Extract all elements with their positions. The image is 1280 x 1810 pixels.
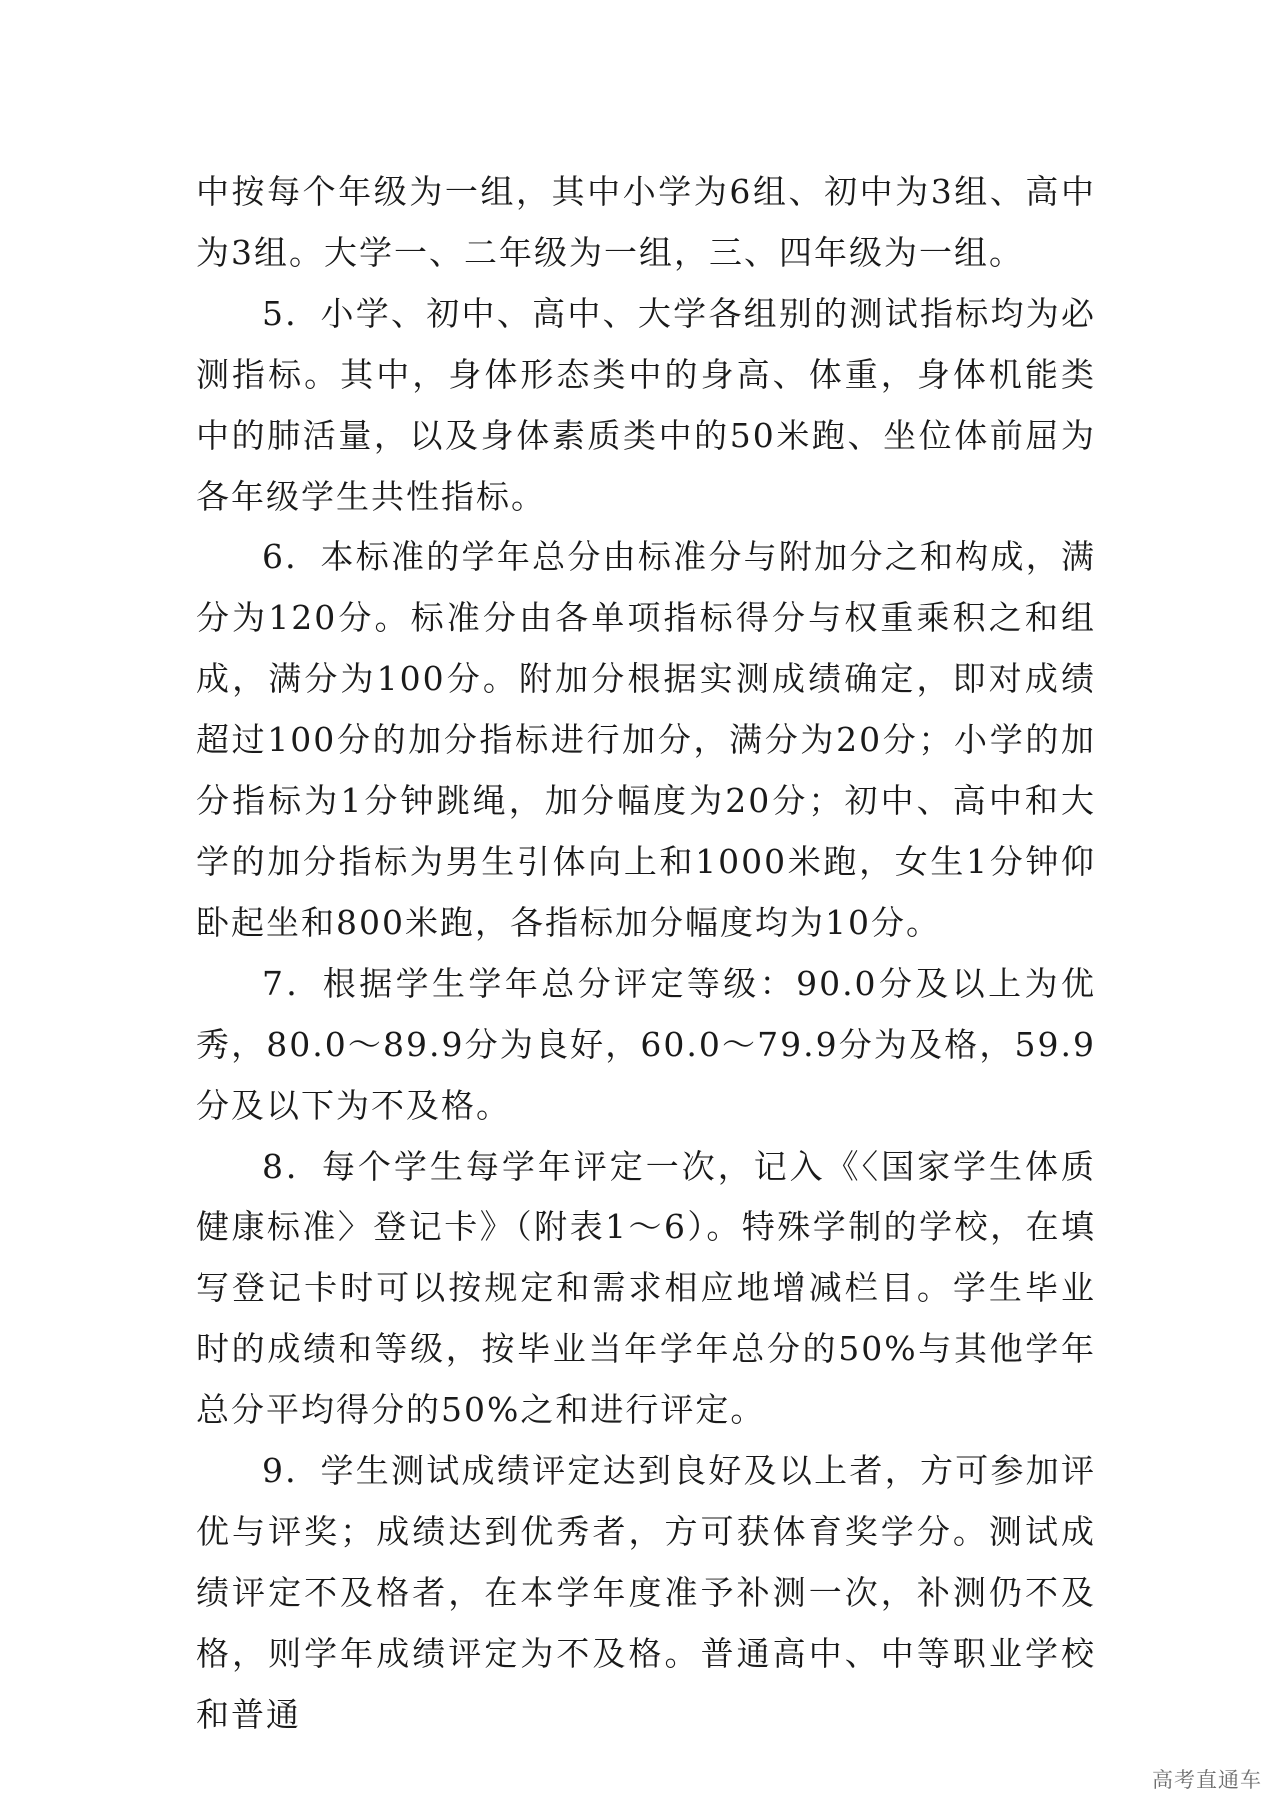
- paragraph-item-5: 5．小学、初中、高中、大学各组别的测试指标均为必测指标。其中，身体形态类中的身高、体重，身体机能类中的肺活量，以及身体素质类中的50米跑、坐位体前屈为各年级学生共性指标。: [196, 293, 1096, 516]
- paragraph-item-6: 6．本标准的学年总分由标准分与附加分之和构成，满分为120分。标准分由各单项指标得分与权重乘积之和组成，满分为100分。附加分根据实测成绩确定，即对成绩超过100分的加分指标进行加分，满分为20分；小学的加分指标为1分钟跳绳，加分幅度为20分；初中、高中和大学的加分指标为男生引体向上和1000米跑，女生1分钟仰卧起坐和800米跑，各指标加分幅度均为10分。: [196, 537, 1096, 942]
- watermark-label: 高考直通车: [1152, 1768, 1262, 1792]
- paragraph-item-9: 9．学生测试成绩评定达到良好及以上者，方可参加评优与评奖；成绩达到优秀者，方可获体育奖学分。测试成绩评定不及格者，在本学年度准予补测一次，补测仍不及格，则学年成绩评定为不及格。普通高中、中等职业学校和普通: [196, 1451, 1096, 1734]
- document-body: [196, 162, 1096, 1746]
- paragraph-item-8: 8．每个学生每学年评定一次，记入《〈国家学生体质健康标准〉登记卡》（附表1～6）。特殊学制的学校，在填写登记卡时可以按规定和需求相应地增减栏目。学生毕业时的成绩和等级，按毕业当年学年总分的50%与其他学年总分平均得分的50%之和进行评定。: [196, 1146, 1096, 1430]
- paragraph-item-7: 7．根据学生学年总分评定等级：90.0分及以上为优秀，80.0～89.9分为良好，60.0～79.9分为及格，59.9分及以下为不及格。: [196, 963, 1096, 1125]
- paragraph-continuation: 中按每个年级为一组，其中小学为6组、初中为3组、高中为3组。大学一、二年级为一组，三、四年级为一组。: [196, 172, 1096, 272]
